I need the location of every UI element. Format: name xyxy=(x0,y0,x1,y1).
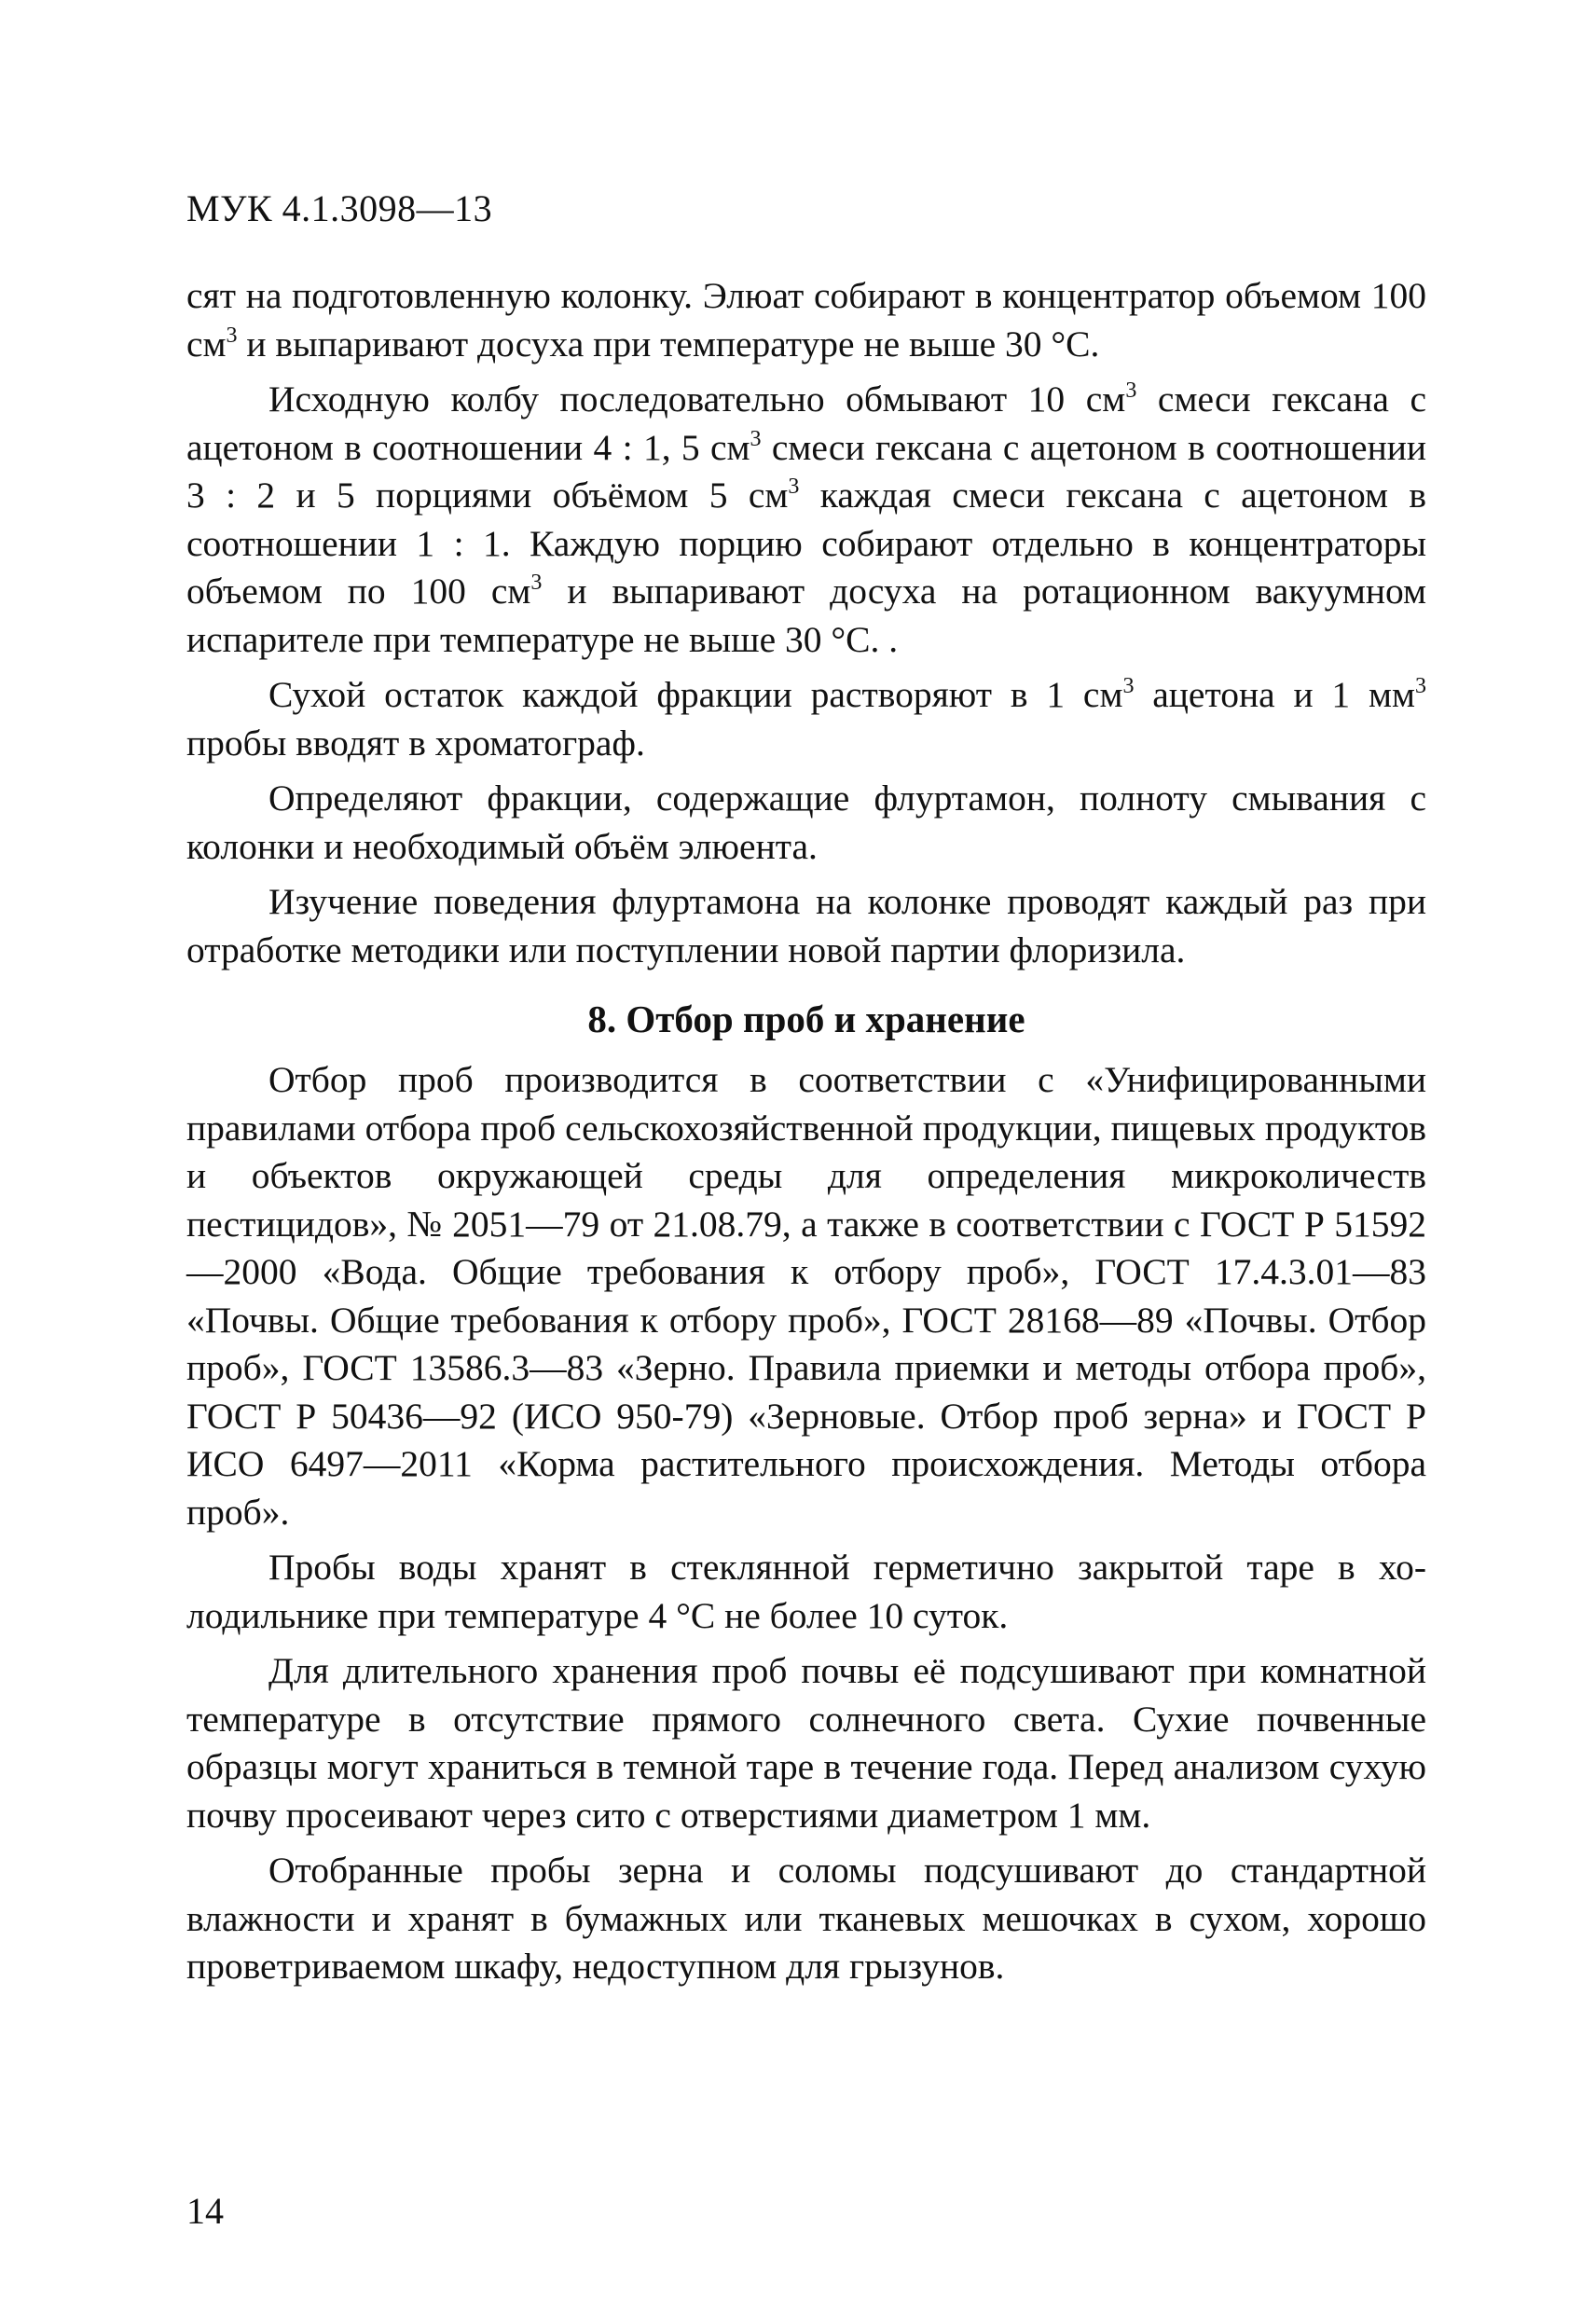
text-run: и выпаривают досуха при температуре не выше 30 °С. xyxy=(237,323,1100,365)
running-header: МУК 4.1.3098—13 xyxy=(186,187,493,229)
superscript: 3 xyxy=(1122,674,1135,698)
text-run: смеси гексана с ацетоном в соотношении 4 : 1, 5 см xyxy=(186,378,1426,468)
section-title: 8. Отбор проб и хранение xyxy=(587,998,1025,1040)
text-run: Исходную колбу последовательно обмывают 10 см xyxy=(268,378,1126,420)
text-run: ацетона и 1 мм xyxy=(1134,674,1415,715)
paragraph-grain-storage: Отобранные пробы зерна и соломы подсушивают до стандартной влажности и хранят в бумажных или тканевых мешочках в сухом, хорошо проветриваемом шкафу, недоступном для грызунов. xyxy=(186,1850,1426,1987)
text-run: Сухой остаток каждой фракции растворяют в 1 см xyxy=(268,674,1123,715)
superscript: 3 xyxy=(226,323,238,348)
paragraph-fractions: Определяют фракции, содержащие флуртамон, полноту смывания с колонки и необходимый объём элюента. xyxy=(186,778,1426,867)
text-run: смеси гексана с ацетоном в соотношении 3 : 2 и 5 порциями объёмом 5 см xyxy=(186,426,1426,516)
superscript: 3 xyxy=(750,426,762,451)
superscript: 3 xyxy=(1125,378,1137,403)
paragraph-flask-rinsing xyxy=(186,376,1426,664)
text-run: сят на подготовленную колонку. Элюат собирают в концентратор объемом 100 см xyxy=(186,275,1426,365)
paragraph-column-study: Изучение поведения флуртамона на колонке проводят каждый раз при отработке методики или поступлении новой партии флоризила. xyxy=(186,881,1426,970)
text-run: и выпаривают досуха на ротационном вакуумном испарителе при температуре не выше 30 °С. . xyxy=(186,571,1426,660)
paragraph-sampling-standards: Отбор проб производится в соответствии с «Унифицированными правилами отбора проб сельскохозяйственной продукции, пищевых продуктов и объектов окружающей среды для определения микроколичеств пестицидов», № 2051—79 от 21.08.79, а также в соответствии с ГОСТ Р 51592—2000 «Вода. Общие требования к отбору проб», ГОСТ 17.4.3.01—83 «Почвы. Общие требования к отбору проб», ГОСТ 28168—89 «Почвы. Отбор проб», ГОСТ 13586.3—83 «Зерно. Правила приемки и методы отбора проб», ГОСТ Р 50436—92 (ИСО 950-79) «Зерновые. Отбор проб зерна» и ГОСТ Р ИСО 6497—2011 «Корма растительного происхождения. Методы отбора проб». xyxy=(186,1059,1426,1533)
paragraph-eluate-collection xyxy=(186,272,1426,368)
paragraph-soil-storage: Для длительного хранения проб почвы её подсушивают при комнатной температуре в отсутствие прямого солнечного света. Сухие почвенные образцы могут храниться в темной таре в течение года. Перед анализом сухую почву просеивают через сито с отверстиями диаметром 1 мм. xyxy=(186,1650,1426,1836)
page-number: 14 xyxy=(186,2190,224,2232)
paragraph-water-storage: Пробы воды хранят в стеклянной герметично закрытой таре в холодильнике при температуре 4 °С не более 10 суток. xyxy=(186,1547,1426,1636)
body-text xyxy=(186,272,1426,1999)
superscript: 3 xyxy=(788,475,800,499)
paragraph-dry-residue xyxy=(186,671,1426,767)
superscript: 3 xyxy=(1415,674,1426,698)
superscript: 3 xyxy=(530,571,543,595)
text-run: пробы вводят в хроматограф. xyxy=(186,722,645,764)
text-run: каждая смеси гексана с ацетоном в соотношении 1 : 1. Каждую порцию собирают отдельно в концентраторы объемом по 100 см xyxy=(186,475,1426,612)
